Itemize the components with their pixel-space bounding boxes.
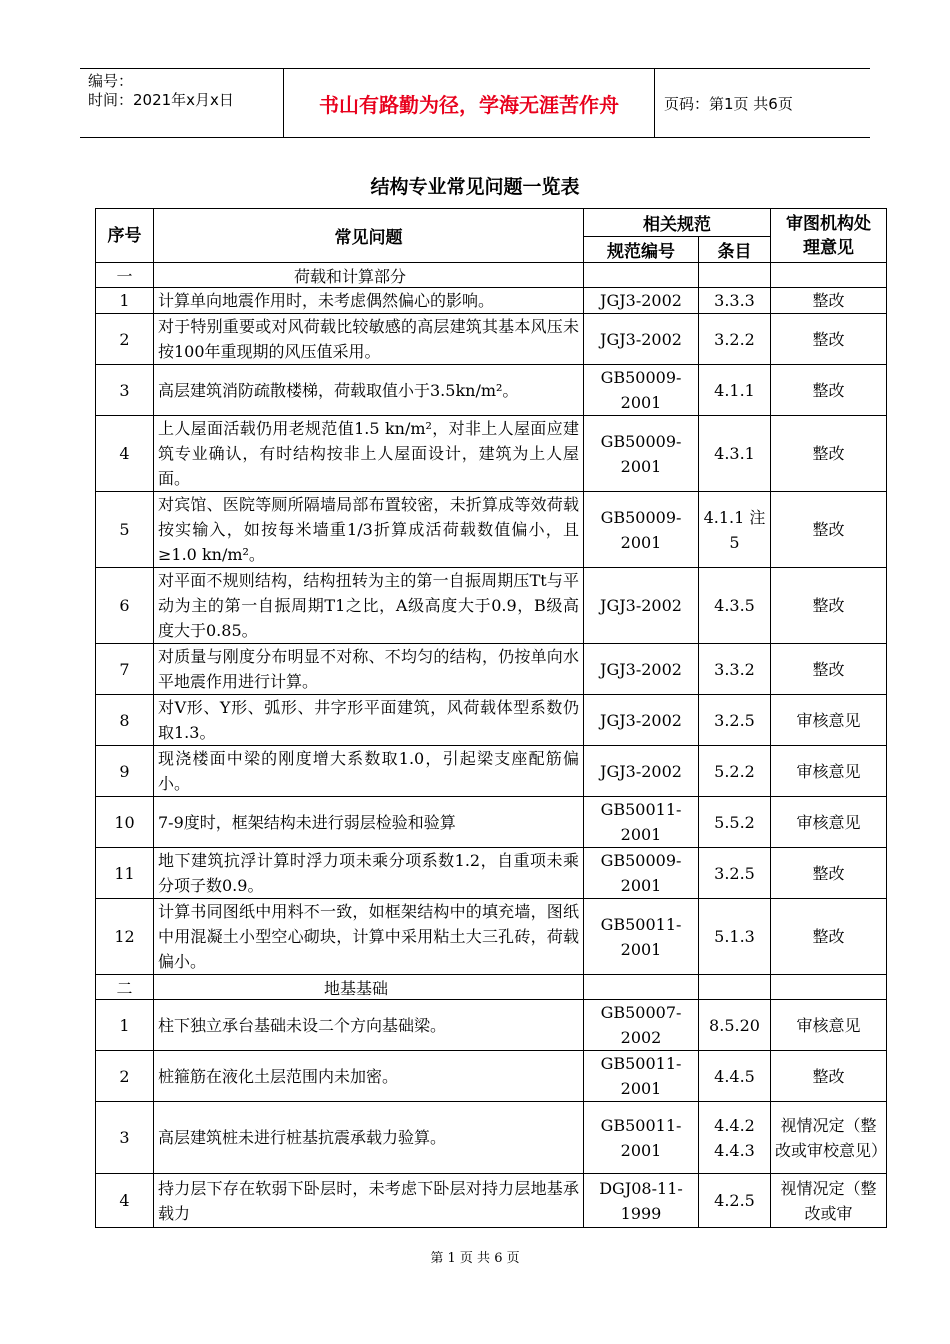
row-code: GB50009-2001 — [584, 365, 699, 416]
row-clause: 4.4.2 4.4.3 — [699, 1102, 771, 1174]
row-issue: 计算书同图纸中用料不一致，如框架结构中的填充墙，图纸中用混凝土小型空心砌块，计算中采用粘土大三孔砖，荷载偏小。 — [154, 899, 584, 975]
row-seq: 3 — [96, 1102, 154, 1174]
row-opinion: 审核意见 — [771, 797, 887, 848]
document-number: 编号： — [88, 72, 134, 90]
row-code: JGJ3-2002 — [584, 695, 699, 746]
row-clause: 3.2.5 — [699, 848, 771, 899]
row-issue: 现浇楼面中梁的刚度增大系数取1.0，引起梁支座配筋偏小。 — [154, 746, 584, 797]
row-clause: 4.1.1 注5 — [699, 492, 771, 568]
row-code: JGJ3-2002 — [584, 568, 699, 644]
row-clause: 3.2.5 — [699, 695, 771, 746]
page-footer: 第 1 页 共 6 页 — [430, 1251, 520, 1266]
row-code: GB50007-2002 — [584, 1000, 699, 1051]
row-clause: 4.4.5 — [699, 1051, 771, 1102]
col-header-opinion: 审图机构处理意见 — [771, 209, 887, 263]
table-row — [96, 899, 887, 975]
row-opinion: 整改 — [771, 644, 887, 695]
row-issue: 桩箍筋在液化土层范围内未加密。 — [154, 1051, 584, 1102]
table-row — [96, 416, 887, 492]
row-issue: 地下建筑抗浮计算时浮力项未乘分项系数1.2，自重项未乘分项子数0.9。 — [154, 848, 584, 899]
row-issue: 7-9度时，框架结构未进行弱层检验和验算 — [154, 797, 584, 848]
col-header-clause: 条目 — [699, 237, 771, 263]
row-code: JGJ3-2002 — [584, 746, 699, 797]
row-opinion: 整改 — [771, 1051, 887, 1102]
row-clause: 5.2.2 — [699, 746, 771, 797]
header-meta — [80, 69, 284, 137]
empty-cell — [584, 263, 699, 288]
row-code: JGJ3-2002 — [584, 644, 699, 695]
row-opinion: 整改 — [771, 848, 887, 899]
row-issue: 高层建筑消防疏散楼梯，荷载取值小于3.5kn/m²。 — [154, 365, 584, 416]
row-clause: 5.1.3 — [699, 899, 771, 975]
row-issue: 对质量与刚度分布明显不对称、不均匀的结构，仍按单向水平地震作用进行计算。 — [154, 644, 584, 695]
header-page-info: 页码：第1页 共6页 — [664, 94, 793, 113]
table-row — [96, 848, 887, 899]
empty-cell — [771, 975, 887, 1000]
section-number: 二 — [96, 975, 154, 1000]
row-opinion: 整改 — [771, 314, 887, 365]
page-title: 结构专业常见问题一览表 — [370, 176, 580, 198]
row-issue: 对于特别重要或对风荷载比较敏感的高层建筑其基本风压未按100年重现期的风压值采用。 — [154, 314, 584, 365]
row-seq: 7 — [96, 644, 154, 695]
row-seq: 1 — [96, 288, 154, 314]
row-opinion: 视情况定（整改或审校意见） — [771, 1102, 887, 1174]
row-clause: 4.2.5 — [699, 1174, 771, 1228]
row-code: GB50011-2001 — [584, 1102, 699, 1174]
table-row — [96, 746, 887, 797]
row-issue: 持力层下存在软弱下卧层时，未考虑下卧层对持力层地基承载力 — [154, 1174, 584, 1228]
table-row — [96, 644, 887, 695]
row-issue: 高层建筑桩未进行桩基抗震承载力验算。 — [154, 1102, 584, 1174]
row-clause: 3.2.2 — [699, 314, 771, 365]
row-opinion: 整改 — [771, 492, 887, 568]
row-seq: 4 — [96, 416, 154, 492]
table-row — [96, 1051, 887, 1102]
header-motto: 书山有路勤为径，学海无涯苦作舟 — [284, 69, 655, 137]
table-row — [96, 314, 887, 365]
table-row — [96, 695, 887, 746]
section-row — [96, 975, 887, 1000]
empty-cell — [771, 263, 887, 288]
row-opinion: 整改 — [771, 365, 887, 416]
row-code: GB50009-2001 — [584, 416, 699, 492]
row-seq: 1 — [96, 1000, 154, 1051]
row-clause: 4.3.5 — [699, 568, 771, 644]
table-row — [96, 568, 887, 644]
row-code: GB50009-2001 — [584, 848, 699, 899]
empty-cell — [699, 975, 771, 1000]
row-issue: 上人屋面活载仍用老规范值1.5 kn/m²，对非上人屋面应建筑专业确认，有时结构按非上人屋面设计，建筑为上人屋面。 — [154, 416, 584, 492]
table-row — [96, 365, 887, 416]
row-issue: 对宾馆、医院等厕所隔墙局部布置较密，未折算成等效荷载按实输入，如按每米墙重1/3折算成活荷载数值偏小，且≥1.0 kn/m²。 — [154, 492, 584, 568]
empty-cell — [699, 263, 771, 288]
row-seq: 2 — [96, 1051, 154, 1102]
row-opinion: 审核意见 — [771, 695, 887, 746]
row-seq: 4 — [96, 1174, 154, 1228]
document-header — [80, 68, 870, 138]
row-seq: 12 — [96, 899, 154, 975]
table-row — [96, 797, 887, 848]
col-header-issue: 常见问题 — [154, 209, 584, 263]
row-clause: 3.3.3 — [699, 288, 771, 314]
row-seq: 3 — [96, 365, 154, 416]
row-issue: 柱下独立承台基础未设二个方向基础梁。 — [154, 1000, 584, 1051]
row-code: GB50011-2001 — [584, 899, 699, 975]
row-code: JGJ3-2002 — [584, 288, 699, 314]
table-row — [96, 492, 887, 568]
row-opinion: 审核意见 — [771, 746, 887, 797]
row-seq: 11 — [96, 848, 154, 899]
section-title: 荷载和计算部分 — [154, 263, 584, 288]
row-clause: 8.5.20 — [699, 1000, 771, 1051]
row-opinion: 视情况定（整改或审 — [771, 1174, 887, 1228]
row-issue: 对V形、Y形、弧形、井字形平面建筑，风荷载体型系数仍取1.3。 — [154, 695, 584, 746]
row-opinion: 整改 — [771, 416, 887, 492]
row-code: GB50009-2001 — [584, 492, 699, 568]
row-code: GB50011-2001 — [584, 1051, 699, 1102]
table-row — [96, 1000, 887, 1051]
empty-cell — [584, 975, 699, 1000]
table-row — [96, 1174, 887, 1228]
col-header-seq: 序号 — [96, 209, 154, 263]
col-header-code-no: 规范编号 — [584, 237, 699, 263]
row-clause: 5.5.2 — [699, 797, 771, 848]
row-clause: 4.3.1 — [699, 416, 771, 492]
col-header-code-group: 相关规范 — [584, 209, 771, 237]
row-seq: 5 — [96, 492, 154, 568]
row-seq: 10 — [96, 797, 154, 848]
row-opinion: 审核意见 — [771, 1000, 887, 1051]
row-opinion: 整改 — [771, 568, 887, 644]
row-clause: 3.3.2 — [699, 644, 771, 695]
row-seq: 9 — [96, 746, 154, 797]
table-row — [96, 288, 887, 314]
row-issue: 对平面不规则结构，结构扭转为主的第一自振周期压Tt与平动为主的第一自振周期T1之比，A级高度大于0.9，B级高度大于0.85。 — [154, 568, 584, 644]
row-code: JGJ3-2002 — [584, 314, 699, 365]
issues-table — [95, 208, 887, 1228]
document-date: 时间：2021年x月x日 — [88, 91, 234, 109]
row-seq: 2 — [96, 314, 154, 365]
row-issue: 计算单向地震作用时，未考虑偶然偏心的影响。 — [154, 288, 584, 314]
row-seq: 6 — [96, 568, 154, 644]
row-opinion: 整改 — [771, 288, 887, 314]
row-code: GB50011-2001 — [584, 797, 699, 848]
row-clause: 4.1.1 — [699, 365, 771, 416]
row-code: DGJ08-11-1999 — [584, 1174, 699, 1228]
table-row — [96, 1102, 887, 1174]
section-row — [96, 263, 887, 288]
row-seq: 8 — [96, 695, 154, 746]
section-title: 地基基础 — [154, 975, 584, 1000]
section-number: 一 — [96, 263, 154, 288]
row-opinion: 整改 — [771, 899, 887, 975]
